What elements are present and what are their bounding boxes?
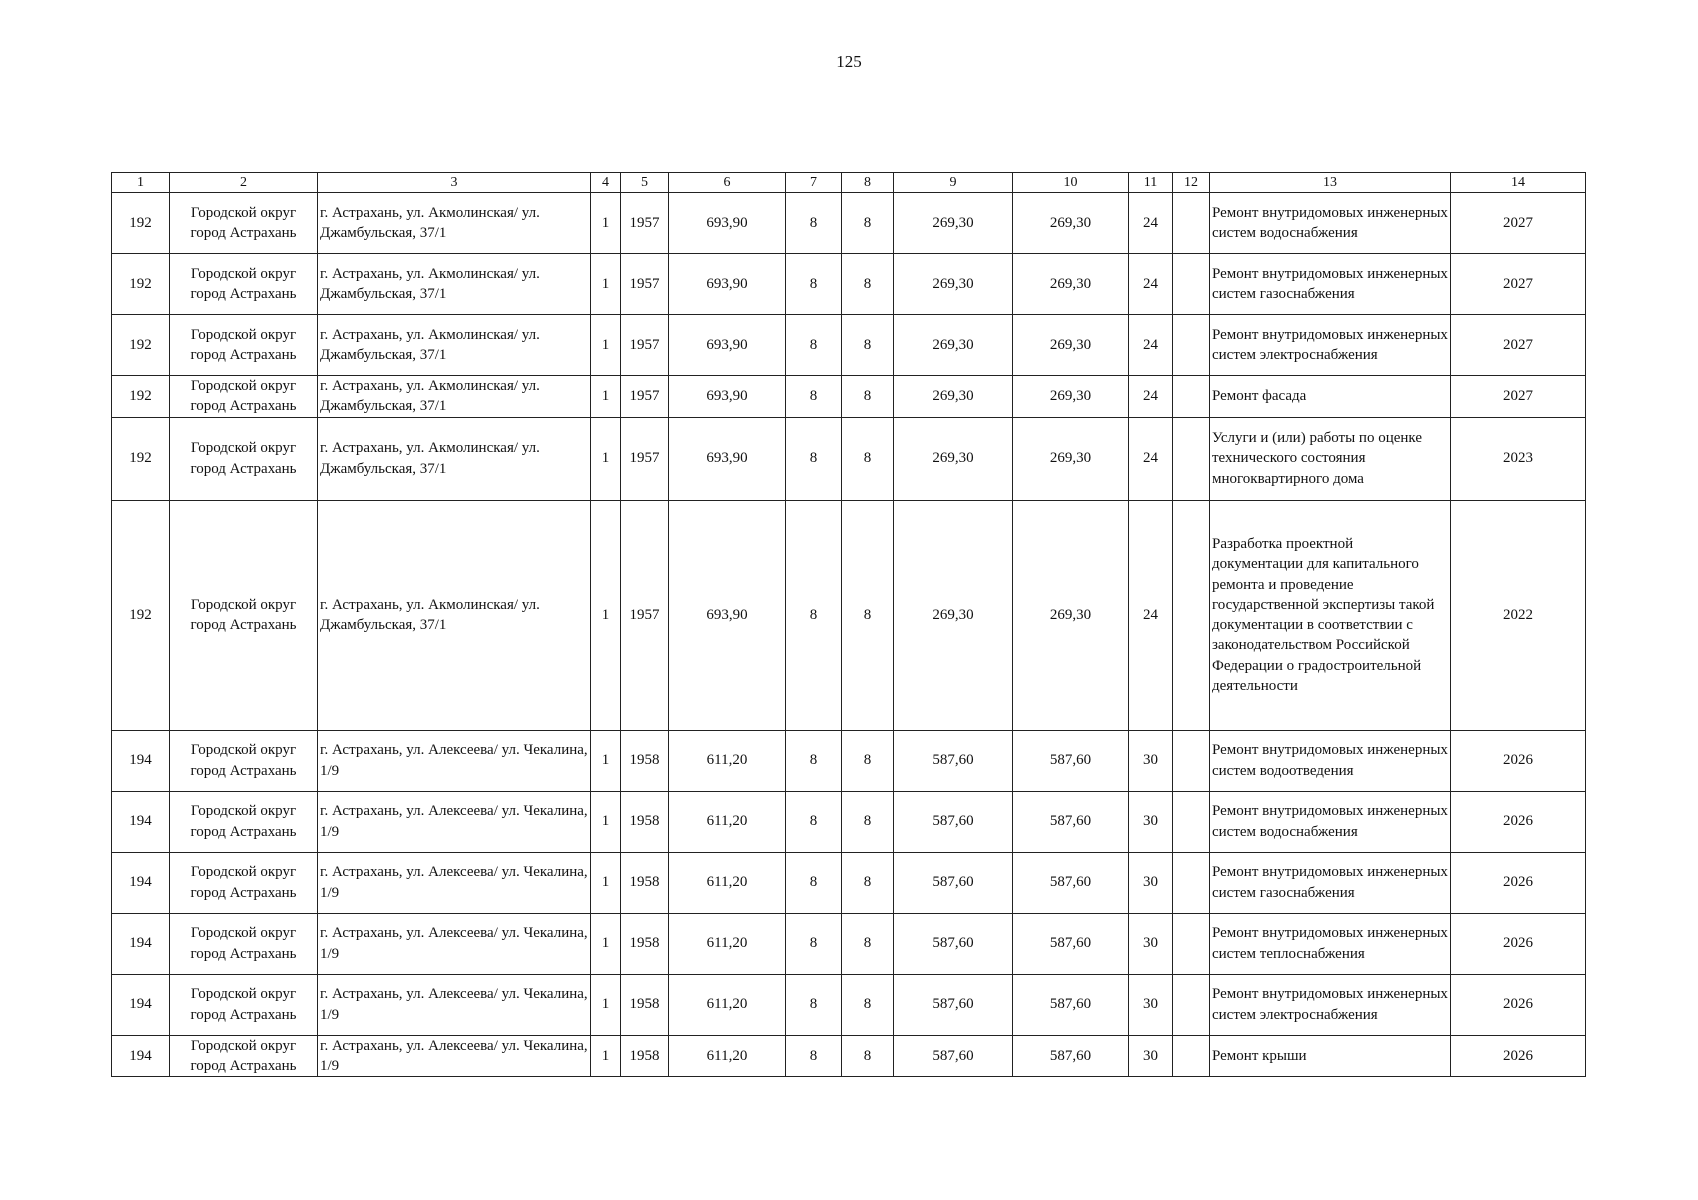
cell-area-10: 269,30 xyxy=(1013,315,1129,376)
cell-work-type: Ремонт внутридомовых инженерных систем теплоснабжения xyxy=(1210,913,1451,974)
cell-col11: 30 xyxy=(1129,852,1173,913)
cell-year: 1957 xyxy=(621,500,669,730)
cell-col8: 8 xyxy=(842,913,894,974)
cell-address: г. Астрахань, ул. Акмолинская/ ул. Джамбульская, 37/1 xyxy=(318,254,591,315)
cell-col11: 24 xyxy=(1129,254,1173,315)
cell-year: 1958 xyxy=(621,730,669,791)
cell-address: г. Астрахань, ул. Алексеева/ ул. Чекалина, 1/9 xyxy=(318,730,591,791)
table-row xyxy=(112,913,1586,974)
cell-col7: 8 xyxy=(786,376,842,418)
cell-number: 192 xyxy=(112,193,170,254)
cell-col4: 1 xyxy=(591,852,621,913)
cell-col12 xyxy=(1173,193,1210,254)
column-header: 6 xyxy=(669,173,786,193)
cell-col12 xyxy=(1173,254,1210,315)
cell-year: 1958 xyxy=(621,974,669,1035)
cell-col7: 8 xyxy=(786,315,842,376)
table-row xyxy=(112,1035,1586,1077)
cell-col8: 8 xyxy=(842,500,894,730)
cell-col7: 8 xyxy=(786,1035,842,1077)
cell-col7: 8 xyxy=(786,417,842,500)
cell-municipality: Городской округ город Астрахань xyxy=(170,913,318,974)
column-header: 4 xyxy=(591,173,621,193)
cell-col8: 8 xyxy=(842,254,894,315)
cell-col12 xyxy=(1173,974,1210,1035)
cell-area-9: 269,30 xyxy=(894,193,1013,254)
cell-plan-year: 2027 xyxy=(1451,315,1586,376)
cell-col11: 30 xyxy=(1129,1035,1173,1077)
column-header: 5 xyxy=(621,173,669,193)
cell-area-10: 269,30 xyxy=(1013,500,1129,730)
cell-address: г. Астрахань, ул. Акмолинская/ ул. Джамбульская, 37/1 xyxy=(318,500,591,730)
cell-col7: 8 xyxy=(786,254,842,315)
cell-plan-year: 2023 xyxy=(1451,417,1586,500)
column-header: 14 xyxy=(1451,173,1586,193)
cell-year: 1957 xyxy=(621,315,669,376)
cell-plan-year: 2022 xyxy=(1451,500,1586,730)
cell-col11: 24 xyxy=(1129,315,1173,376)
cell-col4: 1 xyxy=(591,417,621,500)
column-header: 12 xyxy=(1173,173,1210,193)
cell-col4: 1 xyxy=(591,193,621,254)
cell-total-area: 693,90 xyxy=(669,193,786,254)
cell-year: 1958 xyxy=(621,1035,669,1077)
table-row xyxy=(112,500,1586,730)
cell-work-type: Ремонт внутридомовых инженерных систем электроснабжения xyxy=(1210,315,1451,376)
cell-plan-year: 2027 xyxy=(1451,254,1586,315)
column-header: 2 xyxy=(170,173,318,193)
column-header: 8 xyxy=(842,173,894,193)
cell-address: г. Астрахань, ул. Акмолинская/ ул. Джамбульская, 37/1 xyxy=(318,193,591,254)
cell-col4: 1 xyxy=(591,730,621,791)
cell-col4: 1 xyxy=(591,500,621,730)
cell-number: 194 xyxy=(112,852,170,913)
table-row xyxy=(112,730,1586,791)
page-number: 125 xyxy=(836,52,862,71)
cell-area-9: 587,60 xyxy=(894,730,1013,791)
cell-area-9: 587,60 xyxy=(894,852,1013,913)
cell-year: 1957 xyxy=(621,417,669,500)
cell-total-area: 611,20 xyxy=(669,730,786,791)
cell-work-type: Ремонт внутридомовых инженерных систем газоснабжения xyxy=(1210,254,1451,315)
cell-plan-year: 2026 xyxy=(1451,852,1586,913)
cell-plan-year: 2027 xyxy=(1451,193,1586,254)
cell-number: 192 xyxy=(112,500,170,730)
table-row xyxy=(112,852,1586,913)
cell-area-9: 269,30 xyxy=(894,500,1013,730)
cell-col12 xyxy=(1173,913,1210,974)
cell-col11: 24 xyxy=(1129,376,1173,418)
cell-col4: 1 xyxy=(591,974,621,1035)
cell-number: 194 xyxy=(112,913,170,974)
cell-address: г. Астрахань, ул. Алексеева/ ул. Чекалина, 1/9 xyxy=(318,913,591,974)
cell-municipality: Городской округ город Астрахань xyxy=(170,417,318,500)
cell-year: 1957 xyxy=(621,193,669,254)
cell-col8: 8 xyxy=(842,376,894,418)
cell-col12 xyxy=(1173,730,1210,791)
table-row xyxy=(112,791,1586,852)
cell-col4: 1 xyxy=(591,1035,621,1077)
column-header: 13 xyxy=(1210,173,1451,193)
cell-col7: 8 xyxy=(786,193,842,254)
cell-address: г. Астрахань, ул. Акмолинская/ ул. Джамбульская, 37/1 xyxy=(318,315,591,376)
cell-col12 xyxy=(1173,315,1210,376)
cell-area-10: 587,60 xyxy=(1013,974,1129,1035)
cell-col8: 8 xyxy=(842,315,894,376)
table-row xyxy=(112,254,1586,315)
table-row xyxy=(112,417,1586,500)
cell-plan-year: 2026 xyxy=(1451,1035,1586,1077)
cell-address: г. Астрахань, ул. Алексеева/ ул. Чекалина, 1/9 xyxy=(318,1035,591,1077)
cell-work-type: Ремонт крыши xyxy=(1210,1035,1451,1077)
cell-col11: 24 xyxy=(1129,417,1173,500)
registry-table xyxy=(111,172,1586,1077)
cell-municipality: Городской округ город Астрахань xyxy=(170,852,318,913)
cell-municipality: Городской округ город Астрахань xyxy=(170,376,318,418)
cell-col8: 8 xyxy=(842,417,894,500)
cell-col4: 1 xyxy=(591,791,621,852)
cell-col8: 8 xyxy=(842,193,894,254)
cell-work-type: Разработка проектной документации для капитального ремонта и проведение государственной экспертизы такой документации в соответствии с законодательством Российской Федерации о градостроительной деятельности xyxy=(1210,500,1451,730)
column-header: 3 xyxy=(318,173,591,193)
cell-area-10: 269,30 xyxy=(1013,417,1129,500)
cell-address: г. Астрахань, ул. Алексеева/ ул. Чекалина, 1/9 xyxy=(318,791,591,852)
cell-municipality: Городской округ город Астрахань xyxy=(170,791,318,852)
cell-col11: 24 xyxy=(1129,193,1173,254)
cell-municipality: Городской округ город Астрахань xyxy=(170,254,318,315)
column-number-row xyxy=(112,173,1586,193)
cell-area-10: 269,30 xyxy=(1013,254,1129,315)
cell-year: 1958 xyxy=(621,791,669,852)
cell-work-type: Ремонт фасада xyxy=(1210,376,1451,418)
cell-number: 192 xyxy=(112,315,170,376)
cell-total-area: 693,90 xyxy=(669,417,786,500)
cell-area-9: 269,30 xyxy=(894,254,1013,315)
cell-number: 194 xyxy=(112,1035,170,1077)
cell-area-10: 269,30 xyxy=(1013,193,1129,254)
cell-total-area: 611,20 xyxy=(669,852,786,913)
cell-plan-year: 2026 xyxy=(1451,913,1586,974)
table-row xyxy=(112,315,1586,376)
cell-col12 xyxy=(1173,417,1210,500)
cell-col12 xyxy=(1173,1035,1210,1077)
cell-area-10: 587,60 xyxy=(1013,791,1129,852)
cell-municipality: Городской округ город Астрахань xyxy=(170,1035,318,1077)
cell-year: 1958 xyxy=(621,913,669,974)
cell-area-10: 587,60 xyxy=(1013,730,1129,791)
cell-col8: 8 xyxy=(842,852,894,913)
cell-work-type: Ремонт внутридомовых инженерных систем электроснабжения xyxy=(1210,974,1451,1035)
table-row xyxy=(112,193,1586,254)
cell-col8: 8 xyxy=(842,791,894,852)
cell-total-area: 693,90 xyxy=(669,254,786,315)
cell-plan-year: 2026 xyxy=(1451,730,1586,791)
cell-area-9: 269,30 xyxy=(894,315,1013,376)
cell-total-area: 611,20 xyxy=(669,913,786,974)
cell-col11: 30 xyxy=(1129,730,1173,791)
cell-total-area: 693,90 xyxy=(669,376,786,418)
cell-total-area: 611,20 xyxy=(669,974,786,1035)
cell-col12 xyxy=(1173,500,1210,730)
column-header: 9 xyxy=(894,173,1013,193)
cell-number: 192 xyxy=(112,254,170,315)
cell-col7: 8 xyxy=(786,974,842,1035)
cell-col8: 8 xyxy=(842,974,894,1035)
cell-col4: 1 xyxy=(591,315,621,376)
cell-total-area: 611,20 xyxy=(669,1035,786,1077)
cell-area-10: 587,60 xyxy=(1013,913,1129,974)
cell-plan-year: 2027 xyxy=(1451,376,1586,418)
column-header: 7 xyxy=(786,173,842,193)
cell-col12 xyxy=(1173,376,1210,418)
cell-area-9: 269,30 xyxy=(894,376,1013,418)
cell-address: г. Астрахань, ул. Акмолинская/ ул. Джамбульская, 37/1 xyxy=(318,376,591,418)
cell-number: 192 xyxy=(112,417,170,500)
cell-area-9: 587,60 xyxy=(894,1035,1013,1077)
cell-address: г. Астрахань, ул. Алексеева/ ул. Чекалина, 1/9 xyxy=(318,852,591,913)
cell-area-10: 269,30 xyxy=(1013,376,1129,418)
cell-number: 194 xyxy=(112,730,170,791)
cell-work-type: Ремонт внутридомовых инженерных систем водоснабжения xyxy=(1210,791,1451,852)
cell-municipality: Городской округ город Астрахань xyxy=(170,193,318,254)
cell-col7: 8 xyxy=(786,852,842,913)
column-header: 1 xyxy=(112,173,170,193)
cell-address: г. Астрахань, ул. Алексеева/ ул. Чекалина, 1/9 xyxy=(318,974,591,1035)
cell-total-area: 693,90 xyxy=(669,500,786,730)
cell-col11: 30 xyxy=(1129,913,1173,974)
cell-col8: 8 xyxy=(842,730,894,791)
cell-number: 194 xyxy=(112,974,170,1035)
cell-municipality: Городской округ город Астрахань xyxy=(170,315,318,376)
cell-total-area: 611,20 xyxy=(669,791,786,852)
cell-col4: 1 xyxy=(591,376,621,418)
cell-col11: 30 xyxy=(1129,974,1173,1035)
cell-total-area: 693,90 xyxy=(669,315,786,376)
cell-plan-year: 2026 xyxy=(1451,791,1586,852)
cell-plan-year: 2026 xyxy=(1451,974,1586,1035)
cell-area-10: 587,60 xyxy=(1013,1035,1129,1077)
cell-work-type: Услуги и (или) работы по оценке технического состояния многоквартирного дома xyxy=(1210,417,1451,500)
cell-number: 194 xyxy=(112,791,170,852)
cell-area-9: 587,60 xyxy=(894,913,1013,974)
cell-col4: 1 xyxy=(591,913,621,974)
cell-col7: 8 xyxy=(786,791,842,852)
cell-area-9: 587,60 xyxy=(894,974,1013,1035)
cell-year: 1957 xyxy=(621,376,669,418)
cell-year: 1958 xyxy=(621,852,669,913)
table-row xyxy=(112,974,1586,1035)
cell-col4: 1 xyxy=(591,254,621,315)
cell-work-type: Ремонт внутридомовых инженерных систем газоснабжения xyxy=(1210,852,1451,913)
cell-col11: 24 xyxy=(1129,500,1173,730)
cell-col8: 8 xyxy=(842,1035,894,1077)
cell-col7: 8 xyxy=(786,500,842,730)
cell-area-9: 269,30 xyxy=(894,417,1013,500)
cell-col12 xyxy=(1173,852,1210,913)
cell-municipality: Городской округ город Астрахань xyxy=(170,730,318,791)
cell-col12 xyxy=(1173,791,1210,852)
cell-col11: 30 xyxy=(1129,791,1173,852)
column-header: 11 xyxy=(1129,173,1173,193)
cell-col7: 8 xyxy=(786,913,842,974)
cell-number: 192 xyxy=(112,376,170,418)
cell-area-10: 587,60 xyxy=(1013,852,1129,913)
cell-address: г. Астрахань, ул. Акмолинская/ ул. Джамбульская, 37/1 xyxy=(318,417,591,500)
cell-work-type: Ремонт внутридомовых инженерных систем водоснабжения xyxy=(1210,193,1451,254)
cell-area-9: 587,60 xyxy=(894,791,1013,852)
cell-municipality: Городской округ город Астрахань xyxy=(170,500,318,730)
column-header: 10 xyxy=(1013,173,1129,193)
table-row xyxy=(112,376,1586,418)
cell-work-type: Ремонт внутридомовых инженерных систем водоотведения xyxy=(1210,730,1451,791)
cell-municipality: Городской округ город Астрахань xyxy=(170,974,318,1035)
cell-col7: 8 xyxy=(786,730,842,791)
cell-year: 1957 xyxy=(621,254,669,315)
